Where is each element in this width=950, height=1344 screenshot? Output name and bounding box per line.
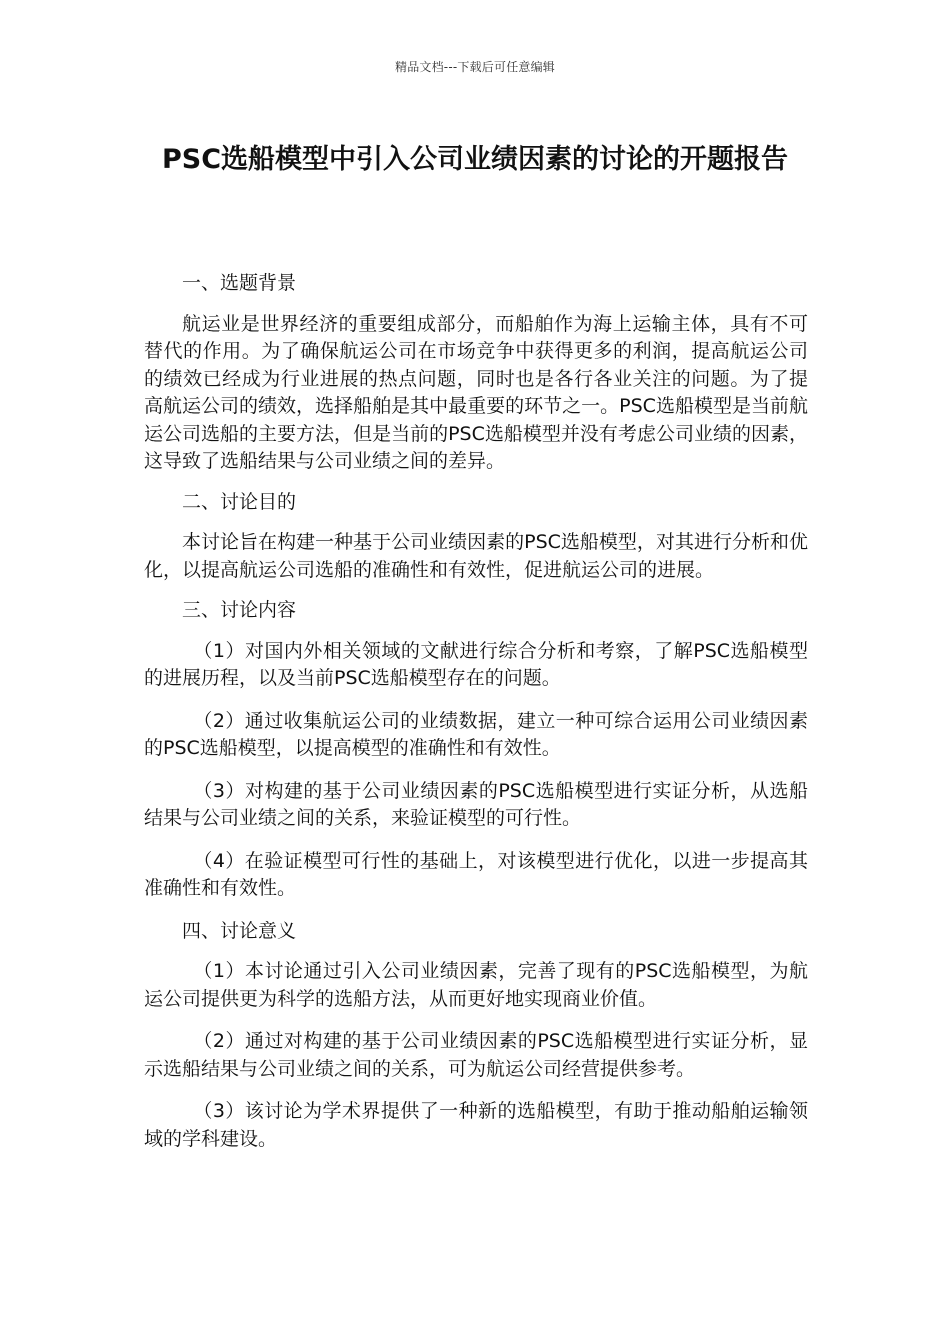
section-heading-background: 一、选题背景 <box>182 272 297 294</box>
section-heading-purpose: 二、讨论目的 <box>182 490 297 513</box>
section-paragraph-background: 航运业是世界经济的重要组成部分，而船舶作为海上运输主体，具有不可替代的作用。为了确保航运公司在市场竞争中获得更多的利润，提高航运公司的绩效已经成为行业进展的热点问题，同时也是各行各业关注的问题。为了提高航运公司的绩效，选择船舶是其中最重要的环节之一。PSC选船模型是当前航运公司选船的主要方法，但是当前的PSC选船模型并没有考虑公司业绩的因素，这导致了选船结果与公司业绩之间的差异。 <box>144 312 808 472</box>
document-body <box>144 270 808 1168</box>
document-title: PSC选船模型中引入公司业绩因素的讨论的开题报告 <box>161 144 789 175</box>
significance-item-1: （1）本讨论通过引入公司业绩因素，完善了现有的PSC选船模型，为航运公司提供更为科学的选船方法，从而更好地实现商业价值。 <box>144 960 808 1010</box>
header-note: 精品文档---下载后可任意编辑 <box>395 60 555 74</box>
significance-item-2: （2）通过对构建的基于公司业绩因素的PSC选船模型进行实证分析，显示选船结果与公司业绩之间的关系，可为航运公司经营提供参考。 <box>144 1030 808 1080</box>
section-heading-content: 三、讨论内容 <box>182 599 297 621</box>
significance-item-3: （3）该讨论为学术界提供了一种新的选船模型，有助于推动船舶运输领域的学科建设。 <box>144 1100 808 1150</box>
section-heading-significance: 四、讨论意义 <box>182 919 297 942</box>
content-item-1: （1）对国内外相关领域的文献进行综合分析和考察，了解PSC选船模型的进展历程，以及当前PSC选船模型存在的问题。 <box>144 639 808 689</box>
content-item-3: （3）对构建的基于公司业绩因素的PSC选船模型进行实证分析，从选船结果与公司业绩之间的关系，来验证模型的可行性。 <box>144 779 808 829</box>
section-paragraph-purpose: 本讨论旨在构建一种基于公司业绩因素的PSC选船模型，对其进行分析和优化，以提高航运公司选船的准确性和有效性，促进航运公司的进展。 <box>144 531 808 581</box>
content-item-4: （4）在验证模型可行性的基础上，对该模型进行优化，以进一步提高其准确性和有效性。 <box>144 849 808 899</box>
content-item-2: （2）通过收集航运公司的业绩数据，建立一种可综合运用公司业绩因素的PSC选船模型，以提高模型的准确性和有效性。 <box>144 709 808 759</box>
